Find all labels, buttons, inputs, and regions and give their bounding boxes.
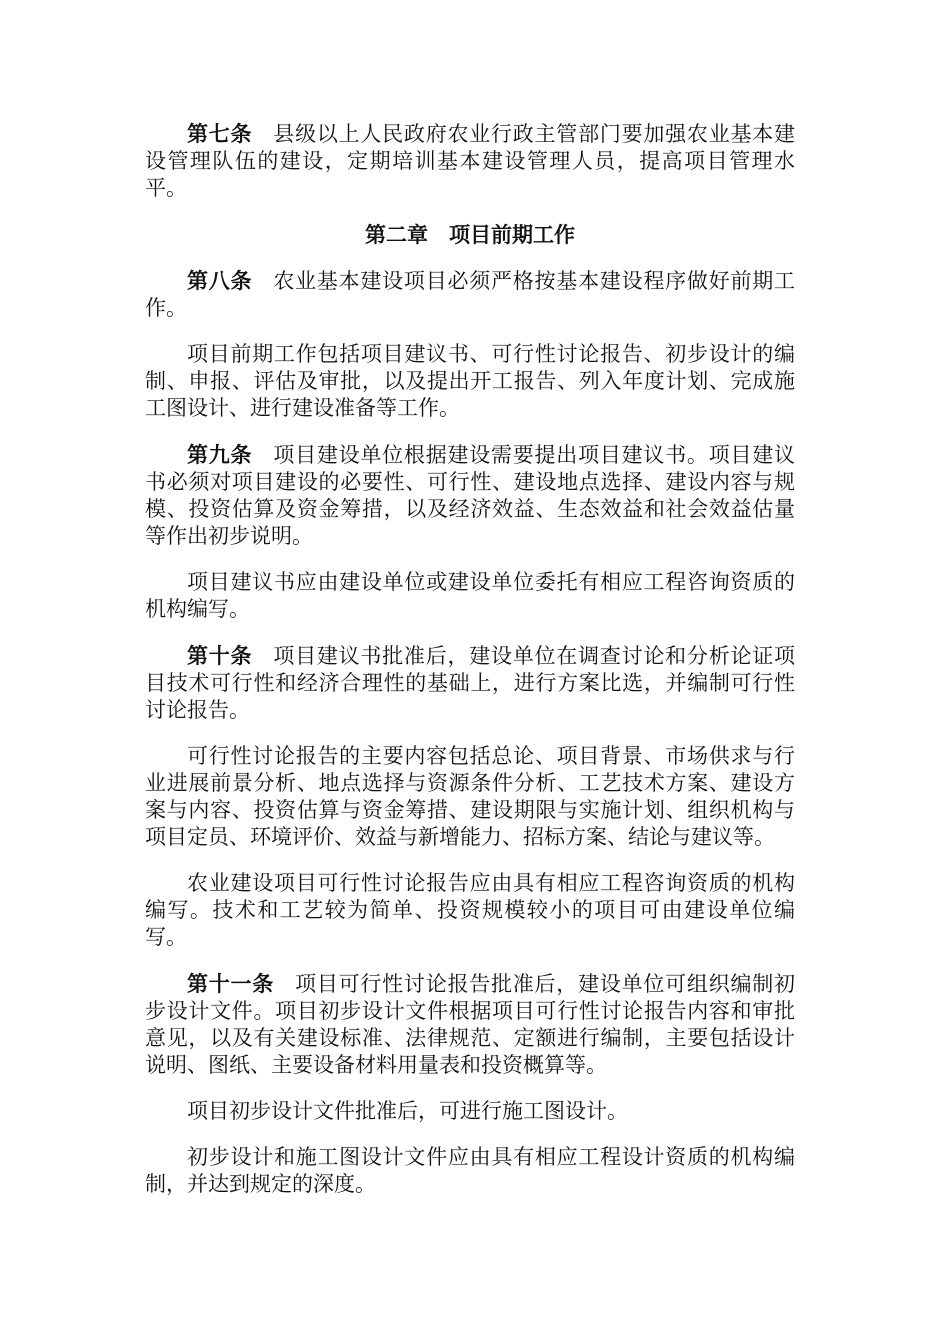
article-11 (145, 970, 795, 1079)
chapter-heading (145, 221, 795, 248)
article-text: 项目建议书批准后，建设单位在调查讨论和分析论证项目技术可行性和经济合理性的基础上，进行方案比选，并编制可行性讨论报告。 (145, 644, 796, 722)
article-9 (145, 441, 795, 550)
chapter-title: 项目前期工作 (449, 222, 575, 247)
article-text: 项目可行性讨论报告批准后，建设单位可组织编制初步设计文件。项目初步设计文件根据项目可行性讨论报告内容和审批意见，以及有关建设标准、法律规范、定额进行编制，主要包括设计说明、图纸、主要设备材料用量表和投资概算等。 (145, 972, 795, 1077)
body-paragraph: 项目前期工作包括项目建议书、可行性讨论报告、初步设计的编制、申报、评估及审批，以及提出开工报告、列入年度计划、完成施工图设计、进行建设准备等工作。 (145, 342, 795, 420)
article-10 (145, 642, 795, 724)
document-page (145, 120, 795, 1217)
article-label: 第九条 (187, 442, 253, 467)
body-paragraph: 项目初步设计文件批准后，可进行施工图设计。 (187, 1099, 628, 1123)
article-label: 第七条 (187, 121, 253, 146)
chapter-number: 第二章 (365, 222, 428, 247)
article-text: 农业基本建设项目必须严格按基本建设程序做好前期工作。 (145, 269, 796, 320)
body-paragraph: 农业建设项目可行性讨论报告应由具有相应工程咨询资质的机构编写。技术和工艺较为简单、投资规模较小的项目可由建设单位编写。 (145, 871, 795, 949)
article-8 (145, 267, 795, 322)
article-label: 第十一条 (187, 971, 275, 996)
article-7 (145, 120, 795, 202)
article-text: 项目建设单位根据建设需要提出项目建议书。项目建议书必须对项目建设的必要性、可行性、建设地点选择、建设内容与规模、投资估算及资金筹措，以及经济效益、生态效益和社会效益估量等作出初步说明。 (145, 443, 796, 548)
article-label: 第八条 (187, 268, 253, 293)
body-paragraph: 初步设计和施工图设计文件应由具有相应工程设计资质的机构编制，并达到规定的深度。 (145, 1145, 795, 1196)
body-paragraph: 可行性讨论报告的主要内容包括总论、项目背景、市场供求与行业进展前景分析、地点选择与资源条件分析、工艺技术方案、建设方案与内容、投资估算与资金筹措、建设期限与实施计划、组织机构与项目定员、环境评价、效益与新增能力、招标方案、结论与建议等。 (145, 744, 795, 849)
article-label: 第十条 (187, 643, 253, 668)
article-text: 县级以上人民政府农业行政主管部门要加强农业基本建设管理队伍的建设，定期培训基本建设管理人员，提高项目管理水平。 (145, 122, 796, 200)
body-paragraph: 项目建议书应由建设单位或建设单位委托有相应工程咨询资质的机构编写。 (145, 570, 795, 621)
